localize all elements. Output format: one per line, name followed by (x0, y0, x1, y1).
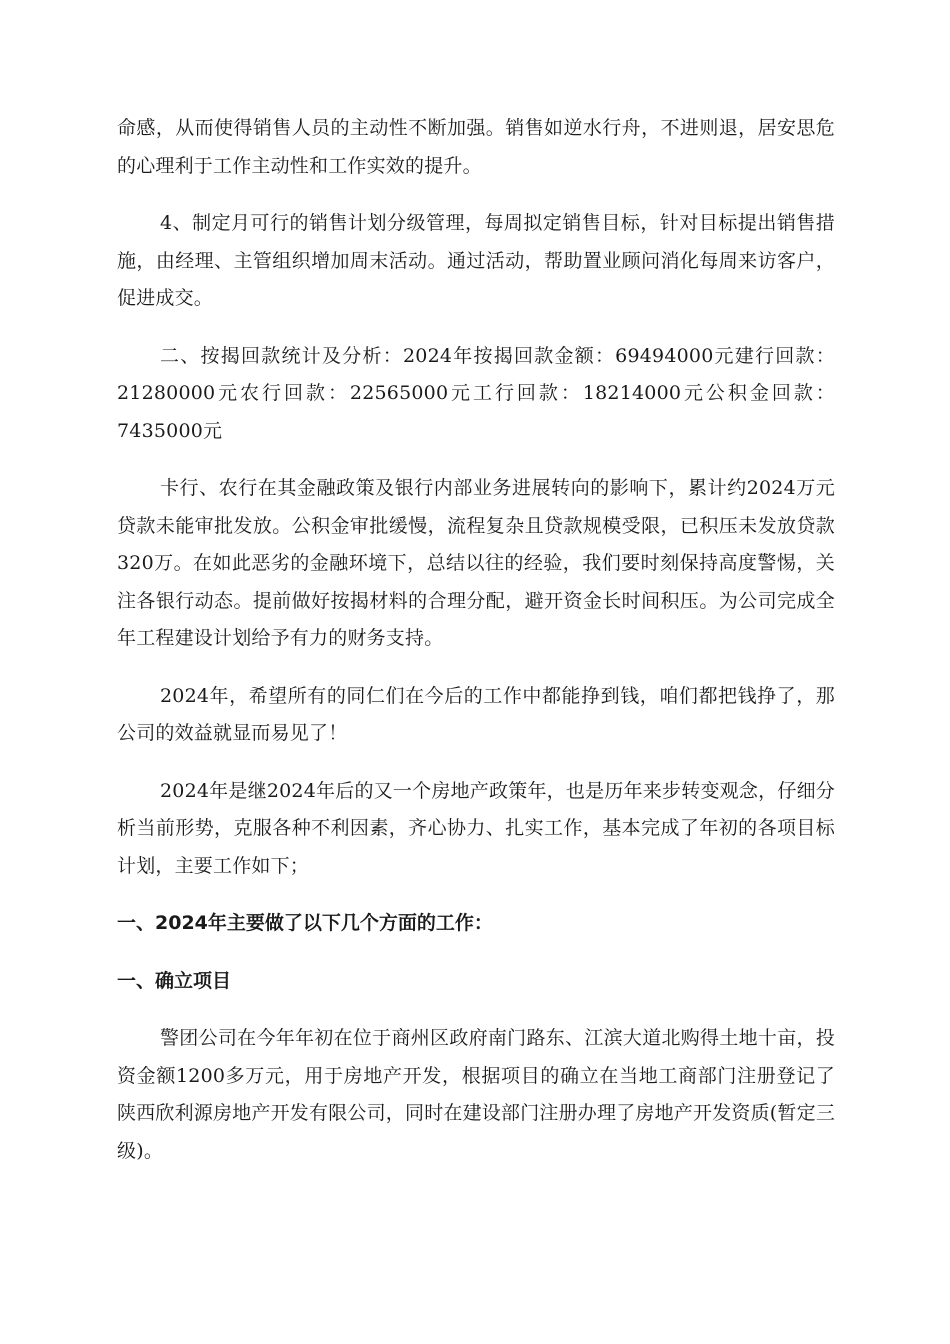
paragraph-hope: 2024年，希望所有的同仁们在今后的工作中都能挣到钱，咱们都把钱挣了，那公司的效益就显而易见了！ (117, 684, 835, 744)
paragraph-project-details: 警团公司在今年年初在位于商州区政府南门路东、江滨大道北购得土地十亩，投资金额1200多万元，用于房地产开发，根据项目的确立在当地工商部门注册登记了陕西欣利源房地产开发有限公司，同时在建设部门注册办理了房地产开发资质(暂定三级)。 (117, 1027, 836, 1162)
section-heading-establish-project: 一、确立项目 (117, 969, 232, 992)
paragraph-year-summary: 2024年是继2024年后的又一个房地产政策年，也是历年来步转变观念，仔细分析当前形势，克服各种不利因素，齐心协力、扎实工作，基本完成了年初的各项目标计划，主要工作如下； (117, 779, 835, 877)
paragraph-sales-initiative: 命感，从而使得销售人员的主动性不断加强。销售如逆水行舟，不进则退，居安思危的心理利于工作主动性和工作实效的提升。 (117, 117, 835, 177)
document-page (117, 110, 835, 1190)
paragraph-mortgage-stats: 二、按揭回款统计及分析：2024年按揭回款金额：69494000元建行回款：21280000元农行回款：22565000元工行回款：18214000元公积金回款：7435000元 (117, 344, 835, 442)
paragraph-bank-analysis: 卡行、农行在其金融政策及银行内部业务进展转向的影响下，累计约2024万元贷款未能审批发放。公积金审批缓慢，流程复杂且贷款规模受限，已积压未发放贷款320万。在如此恶劣的金融环境下，总结以往的经验，我们要时刻保持高度警惕，关注各银行动态。提前做好按揭材料的合理分配，避开资金长时间积压。为公司完成全年工程建设计划给予有力的财务支持。 (117, 477, 835, 649)
paragraph-sales-plan: 4、制定月可行的销售计划分级管理，每周拟定销售目标，针对目标提出销售措施，由经理、主管组织增加周末活动。通过活动，帮助置业顾问消化每周来访客户，促进成交。 (117, 212, 835, 309)
section-heading-main-work: 一、2024年主要做了以下几个方面的工作： (117, 912, 493, 934)
